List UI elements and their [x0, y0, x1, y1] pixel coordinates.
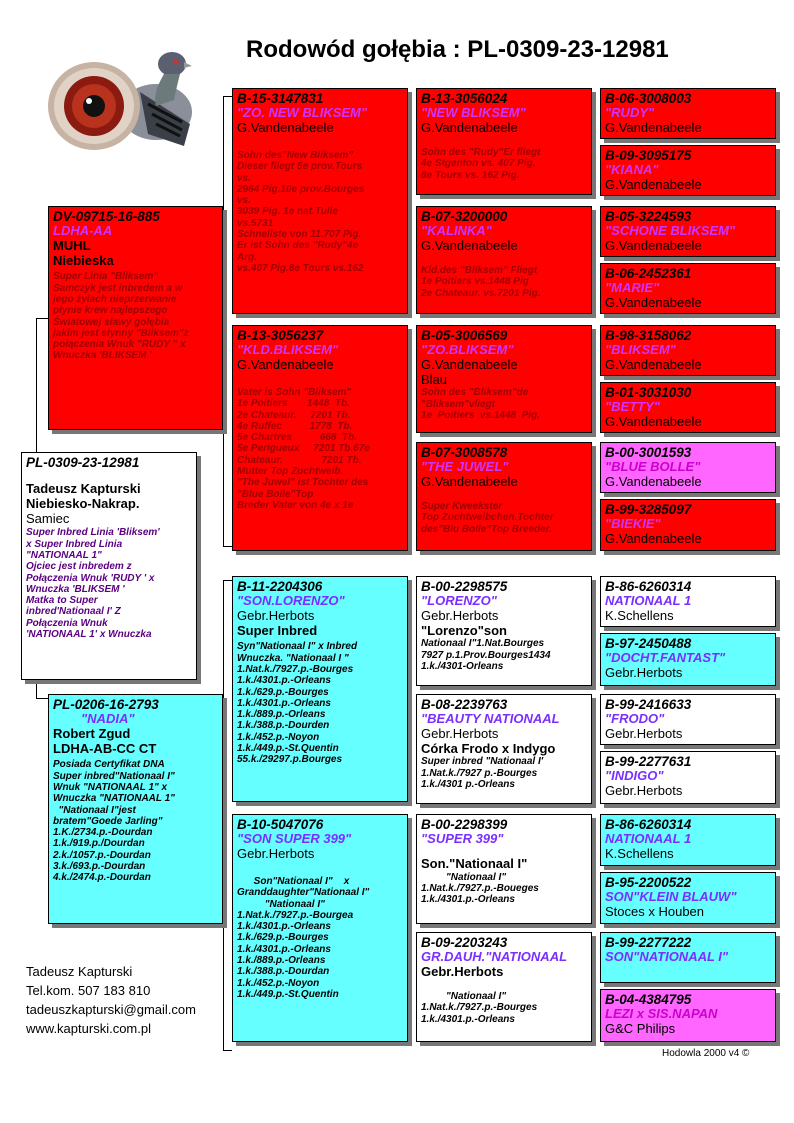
breeder: Gebr.Herbots — [421, 963, 504, 979]
ring-number: B-99-2416633 — [605, 697, 692, 712]
ancestor-card — [600, 633, 776, 686]
ring-number: B-86-6260314 — [605, 817, 692, 832]
notes: Sohn des "Bliksem"de "Bliksem"vliegt 1e Poitiers vs.1448 Pig. — [421, 387, 540, 421]
ancestor-card — [600, 263, 776, 314]
ancestor-card — [600, 814, 776, 866]
ring-number: B-07-3200000 — [421, 209, 508, 224]
ring-number: DV-09715-16-885 — [53, 209, 160, 224]
breeder: Gebr.Herbots — [421, 607, 499, 623]
pigeon-name: SON"KLEIN BLAUW" — [605, 889, 737, 905]
ring-number: PL-0206-16-2793 — [53, 697, 159, 712]
ancestor-card — [600, 442, 776, 493]
ancestor-card — [600, 499, 776, 551]
pigeon-name: GR.DAUH."NATIONAAL — [421, 949, 568, 965]
owner: Tadeusz Kapturski — [26, 481, 141, 497]
ring-number: B-09-3095175 — [605, 148, 692, 163]
ring-number: B-15-3147831 — [237, 91, 324, 106]
ring-number: B-10-5047076 — [237, 817, 324, 832]
breeder: G.Vandenabeele — [421, 473, 518, 489]
breeder-note: Son."Nationaal I" — [421, 855, 528, 871]
color: LDHA-AB-CC CT — [53, 740, 157, 756]
breeder: G.Vandenabeele — [237, 119, 334, 135]
pigeon-name: NATIONAAL 1 — [605, 831, 692, 847]
great-grandparent-card — [416, 442, 592, 551]
ring-number: B-11-2204306 — [237, 579, 323, 594]
ring-number: B-99-2277631 — [605, 754, 692, 769]
ring-number: B-06-2452361 — [605, 266, 692, 281]
breeder: G.Vandenabeele — [421, 356, 518, 372]
breeder: G&C Philips — [605, 1020, 676, 1036]
breeder-note: Super Inbred — [237, 622, 318, 638]
ring-number: B-01-3031030 — [605, 385, 692, 400]
ancestor-card — [600, 751, 776, 804]
breeder: Stoces x Houben — [605, 903, 705, 919]
breeder: Gebr.Herbots — [605, 664, 683, 680]
contact-name: Tadeusz Kapturski — [26, 964, 133, 979]
notes: "Nationaal I" 1.Nat.k./7927.p.-Boueges 1.k./4301.p.-Orleans — [421, 871, 539, 906]
breeder: K.Schellens — [605, 845, 674, 861]
grandparent-card — [232, 325, 408, 551]
breeder: Gebr.Herbots — [605, 782, 683, 798]
great-grandparent-card — [416, 814, 592, 924]
great-grandparent-card — [416, 576, 592, 686]
ring-number: B-13-3056024 — [421, 91, 508, 106]
breeder: Gebr.Herbots — [421, 725, 499, 741]
main-pigeon-card — [21, 452, 197, 680]
pigeon-name: "SON SUPER 399" — [237, 831, 352, 847]
contact-website[interactable]: www.kapturski.com.pl — [26, 1021, 151, 1036]
page-title: Rodowód gołębia : PL-0309-23-12981 — [246, 36, 669, 63]
pigeon-name: "NADIA" — [81, 711, 135, 727]
pigeon-name: "BETTY" — [605, 399, 660, 415]
notes: Super inbred "Nationaal I' 1.Nat.k./7927 p.-Bourges 1.k./4301 p.-Orleans — [421, 756, 544, 790]
pigeon-name: "LORENZO" — [421, 593, 497, 609]
pigeon-name: "KALINKA" — [421, 223, 492, 239]
contact-phone: Tel.kom. 507 183 810 — [26, 983, 151, 998]
ring-number: B-00-2298575 — [421, 579, 508, 594]
ring-number: B-99-2277222 — [605, 935, 692, 950]
footer-version: Hodowla 2000 v4 © — [662, 1048, 750, 1059]
ancestor-card — [600, 932, 776, 983]
ancestor-card — [600, 989, 776, 1042]
contact-email[interactable]: tadeuszkapturski@gmail.com — [26, 1002, 196, 1017]
pigeon-name: "ZO. NEW BLIKSEM" — [237, 105, 368, 121]
pigeon-name: "MARIE" — [605, 280, 660, 296]
ring-number: B-97-2450488 — [605, 636, 692, 651]
breeder: G.Vandenabeele — [605, 176, 702, 192]
breeder: Gebr.Herbots — [237, 845, 315, 861]
color: Niebieska — [53, 252, 114, 268]
breeder: G.Vandenabeele — [421, 237, 518, 253]
breeder-note: "Lorenzo"son — [421, 622, 507, 638]
great-grandparent-card — [416, 88, 592, 195]
pigeon-name: "BIEKIE" — [605, 516, 661, 532]
breeder: Robert Zgud — [53, 725, 131, 741]
ring-number: PL-0309-23-12981 — [26, 455, 140, 470]
breeder: G.Vandenabeele — [237, 356, 334, 372]
ancestor-card — [600, 694, 776, 745]
ancestor-card — [600, 382, 776, 433]
ring-number: B-98-3158062 — [605, 328, 692, 343]
notes: Vater is Sohn "Bliksem" 1e Poitiers 1448 Tb. 2e Chateaur. 7201 Tb. 4e Ruffec 1778 Tb. 5e Chartres 668 Tb. 5e Perigueux 7201 Tb.67e Chateaur. 7201 Tb. Mutter Top Zuchtweib. "The Juwel" ist Tochter des "Blue Bolle"Top Breder Vater von 4e x 1e — [237, 386, 370, 511]
breeder: K.Schellens — [605, 607, 674, 623]
breeder: Gebr.Herbots — [237, 607, 315, 623]
ring-number: B-95-2200522 — [605, 875, 692, 890]
great-grandparent-card — [416, 206, 592, 314]
notes: "Nationaal I" 1.Nat.k./7927.p.-Bourges 1.k./4301.p.-Orleans — [421, 990, 538, 1025]
notes: Sohn des "Rudy"Er fliegt 4e Stgenton vs. 407 Pig. 8e Tours vs. 162 Pig. — [421, 146, 541, 181]
pigeon-name: "SUPER 399" — [421, 831, 504, 847]
notes: Sohn des"New Bliksem" Dieser fliegt 5e prov.Tours vs. 2964 Pig.10e prov.Bourges vs. 3039 Pig. 1e nat.Tulle vs.5731 Schnellste von 11.707 Pig. Er ist Sohn des "Rudy"4e Arg. vs.407 Pig.8e Tours vs.162 — [237, 149, 365, 274]
pigeon-name: LEZI x SIS.NAPAN — [605, 1006, 718, 1022]
ancestor-card — [600, 576, 776, 627]
great-grandparent-card — [416, 694, 592, 804]
pigeon-name: "BLIKSEM" — [605, 342, 676, 358]
color: Niebiesko-Nakrap. — [26, 495, 140, 511]
ring-number: B-13-3056237 — [237, 328, 324, 343]
pigeon-name: SON"NATIONAAL I" — [605, 949, 729, 965]
breeder: G.Vandenabeele — [605, 413, 702, 429]
breeder: G.Vandenabeele — [421, 119, 518, 135]
breeder: G.Vandenabeele — [605, 237, 702, 253]
pigeon-name: "NEW BLIKSEM" — [421, 105, 526, 121]
ancestor-card — [600, 145, 776, 196]
breeder: G.Vandenabeele — [605, 530, 702, 546]
ring-number: B-05-3006569 — [421, 328, 508, 343]
notes: Kld.des "Bliksem" Fliegt 1e Poitiers vs.1448 Pig 2e Chateaur. vs.7201 Pig. — [421, 264, 541, 299]
ancestor-card — [600, 88, 776, 139]
pigeon-name: "FRODO" — [605, 711, 665, 727]
pigeon-name: "ZO.BLIKSEM" — [421, 342, 514, 358]
pigeon-name: "SCHONE BLIKSEM" — [605, 223, 736, 239]
pigeon-name: NATIONAAL 1 — [605, 593, 692, 609]
breeder: G.Vandenabeele — [605, 356, 702, 372]
pigeon-name: "DOCHT.FANTAST" — [605, 650, 726, 666]
pigeon-name: "THE JUWEL" — [421, 459, 509, 475]
breeder: G.Vandenabeele — [605, 119, 702, 135]
breeder: MUHL — [53, 237, 91, 253]
pigeon-name: "KLD.BLIKSEM" — [237, 342, 339, 358]
grandparent-card — [232, 88, 408, 314]
notes: Son"Nationaal I" x Granddaughter"Nationaal I" "Nationaal I" 1.Nat.k./7927.p.-Bourgea 1.k./4301.p.-Orleans 1.k./629.p.-Bourges 1.k./4301.p.-Orleans 1.k./889.p.-Orleans 1.k./388.p.-Dourdan 1.k./452.p.-Noyon 1.k./449.p.-St.Quentin — [237, 875, 370, 1000]
dam-card — [48, 694, 223, 924]
pigeon-name: "INDIGO" — [605, 768, 664, 784]
breeder: Gebr.Herbots — [605, 725, 683, 741]
notes: Syn"Nationaal I" x Inbred Wnuczka. "Nationaal I " 1.Nat.k./7927.p.-Bourges 1.k./4301.p.-Orleans 1.k./629.p.-Bourges 1.k./4301.p.-Orleans 1.k./889.p.-Orleans 1.k./388.p.-Dourden 1.k./452.p.-Noyon 1.k./449.p.-St.Quentin 55.k./29297.p.Bourges — [237, 641, 358, 766]
color: Blau — [421, 371, 448, 387]
notes: Posiada Certyfikat DNA Super inbred"Nationaal I" Wnuk "NATIONAAL 1" x Wnuczka "NATIONAAL 1" "Nationaal I"jest bratem"Goede Jarling" 1.K./2734.p.-Dourdan 1.k./919.p./Dourdan 2.k./1057.p.-Dourdan 3.k./693.p.-Dourdan 4.k./2474.p.-Dourdan — [53, 759, 175, 884]
notes: Super Kweekster Top Zuchtweibchen.Tochter des"Blu Bolle"Top Breeder. — [421, 500, 554, 535]
contact-block — [26, 962, 196, 1038]
pigeon-name: "SON.LORENZO" — [237, 593, 345, 609]
breeder-note: Córka Frodo x Indygo — [421, 740, 556, 756]
ring-number: B-04-4384795 — [605, 992, 692, 1007]
pigeon-name: "BLUE BOLLE" — [605, 459, 701, 475]
ring-number: B-00-3001593 — [605, 445, 692, 460]
ancestor-card — [600, 206, 776, 257]
great-grandparent-card — [416, 932, 592, 1042]
pigeon-name: LDHA-AA — [53, 223, 113, 239]
grandparent-card — [232, 814, 408, 1042]
pigeon-name: "KIANA" — [605, 162, 659, 178]
ring-number: B-86-6260314 — [605, 579, 692, 594]
pigeon-image — [44, 34, 194, 170]
main-notes: Super Inbred Linia 'Bliksem' x Super Inbred Linia "NATIONAAL 1" Ojciec jest inbredem z Połączenia Wnuk 'RUDY ' x Wnuczka 'BLIKSEM ' Matka to Super inbred'Nationaal I' Z Połączenia Wnuk 'NATIONAAL 1' x Wnuczka — [26, 527, 160, 640]
ring-number: B-99-3285097 — [605, 502, 692, 517]
sex: Samiec — [26, 510, 70, 526]
ring-number: B-08-2239763 — [421, 697, 508, 712]
pigeon-name: "BEAUTY NATIONAAL — [421, 711, 560, 727]
ring-number: B-07-3008578 — [421, 445, 508, 460]
ring-number: B-05-3224593 — [605, 209, 692, 224]
great-grandparent-card — [416, 325, 592, 433]
breeder: G.Vandenabeele — [605, 294, 702, 310]
notes: Nationaal I"1.Nat.Bourges 7927 p.1.Prov.Bourges1434 1.k./4301-Orleans — [421, 638, 551, 672]
pigeon-name: "RUDY" — [605, 105, 655, 121]
ancestor-card — [600, 872, 776, 924]
ring-number: B-06-3008003 — [605, 91, 692, 106]
breeder: G.Vandenabeele — [605, 473, 702, 489]
ring-number: B-00-2298399 — [421, 817, 508, 832]
ring-number: B-09-2203243 — [421, 935, 508, 950]
ancestor-card — [600, 325, 776, 376]
grandparent-card — [232, 576, 408, 802]
sire-card — [48, 206, 223, 430]
notes: Super Linia "Bliksem" Samczyk jest inbredem a w jego żyłach nieprzerwanie płynie krew najlepszego Światowej sławy gołębia jakim jest słynny "Bliksem"z połączenia Wnuk "RUDY " x Wnuczka 'BLIKSEM ' — [53, 271, 189, 362]
